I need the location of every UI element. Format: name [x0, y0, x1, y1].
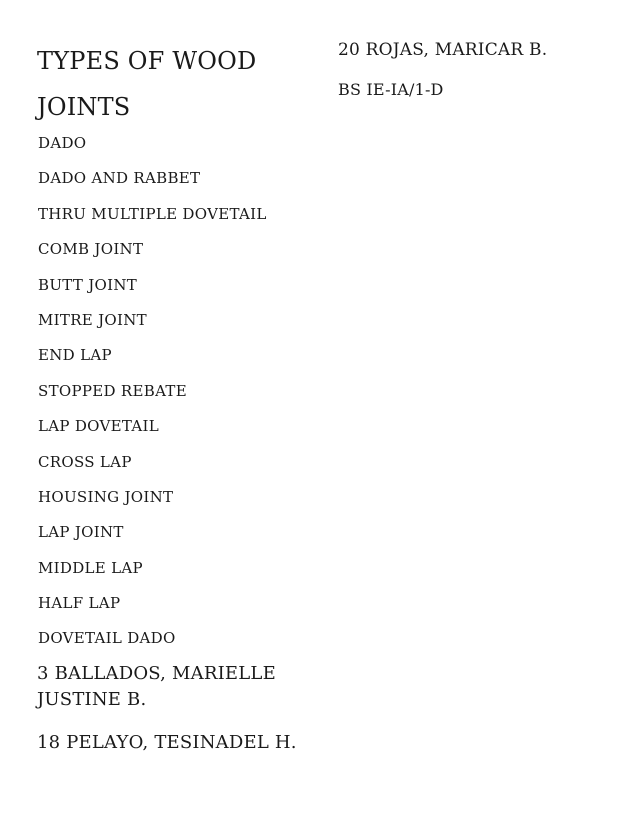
list-item: STOPPED REBATE	[38, 381, 187, 400]
credit-line: JUSTINE B.	[37, 689, 147, 710]
student-section: BS IE-IA/1-D	[338, 80, 444, 99]
list-item: LAP JOINT	[38, 523, 124, 542]
list-item: DOVETAIL DADO	[38, 629, 176, 648]
list-item: BUTT JOINT	[38, 275, 138, 294]
list-item: COMB JOINT	[38, 240, 144, 259]
list-item: DADO	[38, 134, 87, 152]
list-item: MITRE JOINT	[38, 310, 147, 329]
list-item: LAP DOVETAIL	[38, 417, 159, 436]
list-item: DADO AND RABBET	[38, 169, 201, 188]
list-item: THRU MULTIPLE DOVETAIL	[38, 204, 267, 223]
student-credit-pelayo: 18 PELAYO, TESINADEL H.	[37, 732, 297, 753]
list-item: MIDDLE LAP	[38, 558, 143, 577]
credit-line: 3 BALLADOS, MARIELLE	[37, 663, 276, 684]
student-credit-ballados	[37, 661, 277, 713]
student-header	[338, 38, 547, 102]
list-item: CROSS LAP	[38, 452, 132, 471]
student-name: 20 ROJAS, MARICAR B.	[338, 40, 548, 60]
wood-joints-list	[38, 133, 267, 664]
list-item: HALF LAP	[38, 594, 121, 613]
list-item: HOUSING JOINT	[38, 487, 174, 506]
title-line-2: JOINTS	[37, 93, 131, 121]
title-line-1: TYPES OF WOOD	[37, 47, 257, 75]
document-title	[37, 38, 297, 130]
list-item: END LAP	[38, 346, 112, 365]
